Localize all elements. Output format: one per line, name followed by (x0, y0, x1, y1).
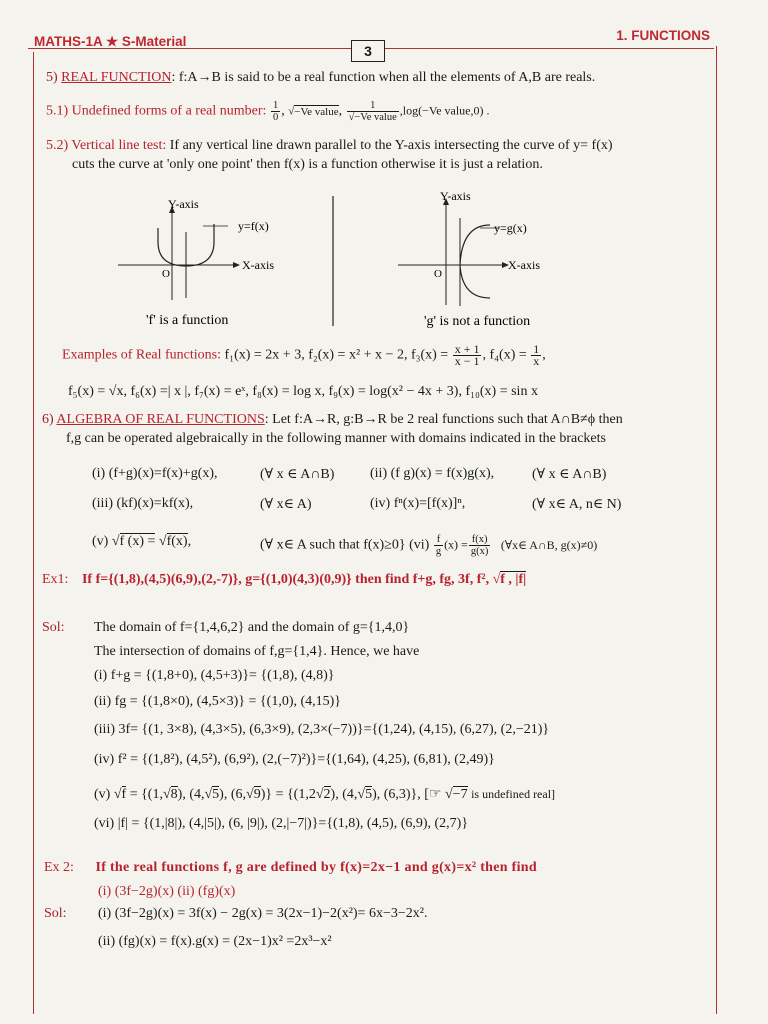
solution-2-label: Sol: (44, 906, 67, 921)
graph-g-xaxis-label: X-axis (508, 258, 540, 272)
examples-line-2: f₅(x) = √x, f₆(x) =| x |, f₇(x) = eˣ, f₈(x) = log x, f₉(x) = log(x² − 4x + 3), f₁₀(x) = sin x (68, 384, 538, 399)
examples-f5-f10: x, f₆(x) =| x |, f₇(x) = eˣ, f₈(x) = log x, f₉(x) = log(x² − 4x + 3), f₁₀(x) = sin x (116, 384, 538, 399)
fraction-f-over-g: $\frac{f}{g}$ (435, 534, 442, 557)
fraction-1-over-root: 1 √−Ve value (348, 100, 397, 123)
section-5-1-tail: ,log(−Ve value,0) . (399, 103, 490, 118)
section-6-line-2: f,g can be operated algebraically in the following manner with domains indicated in the brackets (66, 431, 606, 446)
solution-1-line-4: (ii) fg = {(1,8×0), (4,5×3)} = {(1,0), (4,15)} (94, 694, 342, 709)
section-5-1: 5.1) Undefined forms of a real number: $\frac{1}{0}$ , √−Ve value, 1 √−Ve value ,log(−Ve value,0) . (46, 100, 490, 123)
section-5-2-text-1: If any vertical line drawn parallel to the Y-axis intersecting the curve of y= f(x) (166, 138, 613, 153)
graph-f (118, 197, 274, 328)
example-1-label: Ex1: (42, 572, 69, 587)
page-number: 3 (351, 40, 385, 62)
solution-1-line-3: (i) f+g = {(1,8+0), (4,5+3)}= {(1,8), (4,8)} (94, 668, 335, 683)
header-chapter: 1. FUNCTIONS (616, 28, 710, 43)
example-1-text: If f={(1,8),(4,5)(6,9),(2,-7)}, g={(1,0)(4,3)(0,9)} then find f+g, fg, 3f, f², (81, 572, 490, 587)
graph-g-origin: O (434, 268, 442, 280)
section-5-2-label: 5.2) Vertical line test: (46, 138, 167, 153)
algebra-product-domain: (∀ x ∈ A∩B) (532, 467, 607, 482)
algebra-product: (ii) (f g)(x) = f(x)g(x), (370, 466, 495, 481)
algebra-sum: (i) (f+g)(x)=f(x)+g(x), (92, 466, 218, 481)
graph-f-xaxis-label: X-axis (242, 258, 274, 272)
graph-f-curve-label: y=f(x) (238, 219, 269, 233)
solution-2-line-2: (ii) (fg)(x) = f(x).g(x) = (2x−1)x² =2x³−x² (98, 934, 332, 949)
algebra-power-domain: (∀ x∈ A, n∈ N) (532, 497, 622, 512)
algebra-sum-domain: (∀ x ∈ A∩B) (260, 467, 335, 482)
solution-1-line-6: (iv) f² = {(1,8²), (4,5²), (6,9²), (2,(−7)²)}={(1,64), (4,25), (6,81), (2,49)} (94, 752, 495, 767)
algebra-scalar: (iii) (kf)(x)=kf(x), (92, 496, 194, 511)
solution-1-label: Sol: (42, 620, 65, 635)
solution-2-line-1: (i) (3f−2g)(x) = 3f(x) − 2g(x) = 3(2x−1)−2(x²)= 6x−3−2x². (98, 906, 428, 921)
fraction-f3: $\frac{x + 1}{x - 1}$ (454, 342, 480, 368)
solution-1-line-7: (v) √f = {(1,√8), (4,√5), (6,√9)} = {(1,2√2), (4,√5), (6,3)}, [☞ √−7 is undefined real] (94, 787, 556, 802)
graph-g (398, 189, 540, 329)
algebra-scalar-domain: (∀ x∈ A) (260, 497, 312, 512)
examples-f1-f3: f₁(x) = 2x + 3, f₂(x) = x² + x − 2, f₃(x) = (224, 347, 449, 363)
example-1-tail: f , |f| (500, 572, 527, 587)
graph-f-origin: O (162, 268, 170, 280)
caption-f: 'f' is a function (146, 313, 229, 328)
section-5-2-line-1 (46, 138, 613, 154)
caption-g: 'g' is not a function (424, 314, 531, 329)
section-6-number: 6) (42, 412, 54, 427)
example-2 (44, 860, 537, 876)
section-5 (46, 70, 595, 86)
fraction-f4: $\frac{1}{x}$ (533, 342, 540, 368)
example-2-text: If the real functions f, g are defined by f(x)=2x−1 and g(x)=x² then find (95, 860, 537, 875)
graph-g-yaxis-label: Y-axis (440, 189, 471, 203)
example-2-label: Ex 2: (44, 860, 74, 875)
fraction-fx-over-gx: $\frac{f(x)}{g(x)}$ (470, 534, 489, 557)
section-5-text: : f:A→B is said to be a real function when all the elements of A,B are reals. (171, 70, 596, 85)
examples-f4: , f₄(x) = (482, 347, 527, 363)
sqrt-negative: −Ve value (294, 105, 339, 118)
solution-1-line-1: The domain of f={1,4,6,2} and the domain of g={1,4,0} (94, 620, 410, 635)
vertical-line-test-figure (0, 180, 768, 340)
section-5-2-line-2: cuts the curve at 'only one point' then f(x) is a function otherwise it is just a relation. (72, 157, 543, 172)
fraction-1-over-0: $\frac{1}{0}$ (272, 100, 279, 123)
graph-g-curve-label: y=g(x) (494, 221, 527, 235)
algebra-root-domain: (∀ x∈ A such that f(x)≥0} (vi) $\frac{f}{g}$ (x) = $\frac{f(x)}{g(x)}$ (∀x∈ A∩B, g(x)≠0) (260, 534, 598, 557)
solution-1-line-5: (iii) 3f= {(1, 3×8), (4,3×5), (6,3×9), (2,3×(−7))}={(1,24), (4,15), (6,27), (2,−21)} (94, 722, 550, 737)
example-1: Ex1: If f={(1,8),(4,5)(6,9),(2,-7)}, g={(1,0)(4,3)(0,9)} then find f+g, fg, 3f, f², √f , |f| (42, 572, 527, 587)
header-subject: MATHS-1A ★ S-Material (34, 34, 187, 49)
section-6-title: ALGEBRA OF REAL FUNCTIONS (56, 412, 265, 427)
example-2-parts: (i) (3f−2g)(x) (ii) (fg)(x) (98, 884, 236, 899)
section-5-1-label: 5.1) Undefined forms of a real number: (46, 103, 267, 119)
graph-f-yaxis-label: Y-axis (168, 197, 199, 211)
section-5-title: REAL FUNCTION (61, 70, 172, 85)
section-6-line-1 (42, 412, 623, 428)
examples-label: Examples of Real functions: (62, 347, 222, 363)
section-6-text-1: : Let f:A→R, g:B→R be 2 real functions such that A∩B≠ϕ then (264, 412, 623, 427)
section-5-number: 5) (46, 70, 58, 85)
solution-1-line-2: The intersection of domains of f,g={1,4}. Hence, we have (94, 644, 420, 659)
algebra-power: (iv) fⁿ(x)=[f(x)]ⁿ, (370, 496, 466, 511)
algebra-root-quotient: (v) √f (x) = √f(x), (92, 534, 192, 549)
examples-line-1: Examples of Real functions: f₁(x) = 2x + 3, f₂(x) = x² + x − 2, f₃(x) = $\frac{x + 1}{x - 1}$ , f₄(x) = $\frac{1}{x}$ , (62, 342, 546, 368)
examples-f5-label: f₅(x) = (68, 384, 106, 399)
solution-1-line-8: (vi) |f| = {(1,|8|), (4,|5|), (6, |9|), (2,|−7|)}={(1,8), (4,5), (6,9), (2,7)} (94, 816, 469, 831)
